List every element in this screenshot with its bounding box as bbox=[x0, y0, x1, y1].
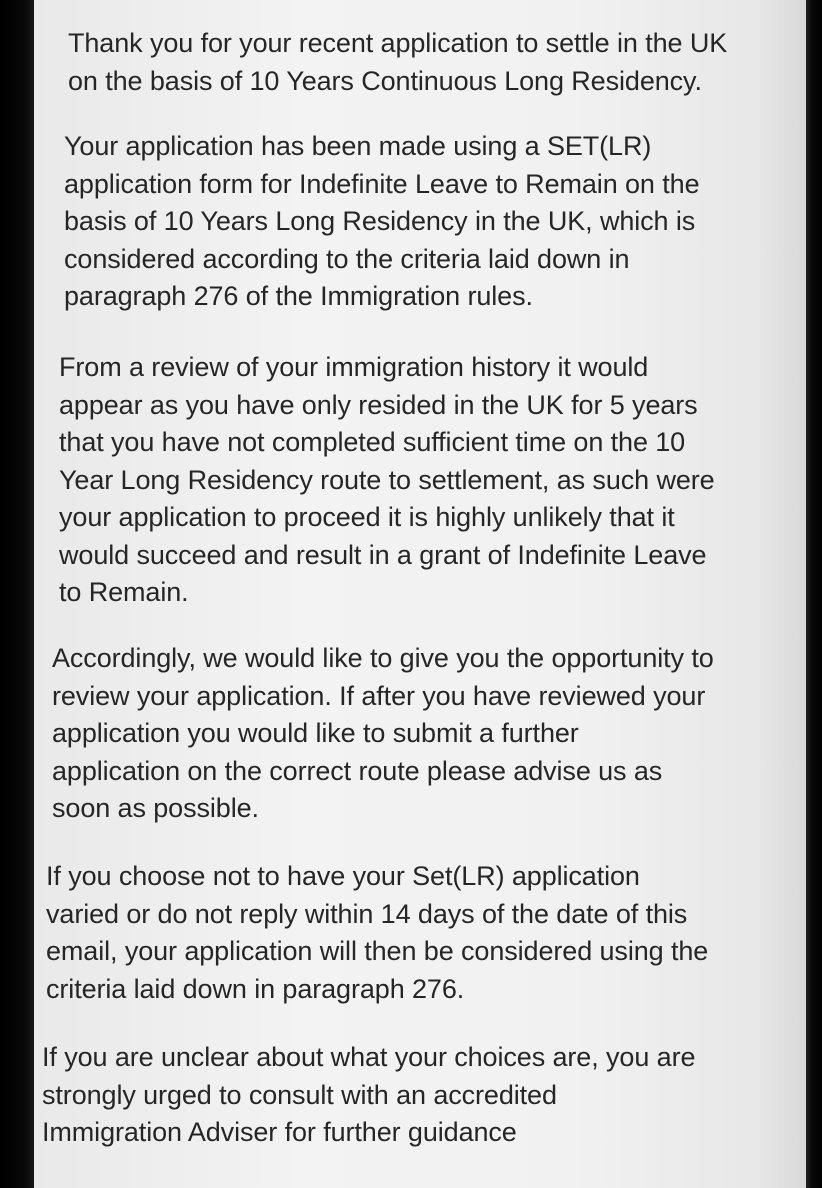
text-line: application form for Indefinite Leave to Remain on the bbox=[64, 168, 700, 199]
text-line: Your application has been made using a SET(LR) bbox=[64, 131, 652, 161]
text-line: Immigration Adviser for further guidance bbox=[42, 1117, 517, 1147]
text-line: review your application. If after you have reviewed your bbox=[52, 680, 706, 711]
text-line: to Remain. bbox=[59, 577, 189, 607]
text-line: appear as you have only resided in the UK for 5 years bbox=[59, 389, 698, 420]
email-body bbox=[34, 0, 806, 1188]
text-line: If you are unclear about what your choices are, you are bbox=[42, 1042, 696, 1072]
text-line: criteria laid down in paragraph 276. bbox=[46, 973, 465, 1004]
paragraph-guidance-advice bbox=[42, 1039, 695, 1152]
text-line: Year Long Residency route to settlement, as such were bbox=[59, 464, 715, 495]
text-line: strongly urged to consult with an accredited bbox=[42, 1079, 557, 1110]
text-line: From a review of your immigration history it would bbox=[59, 352, 649, 382]
left-bezel bbox=[0, 0, 34, 1188]
paragraph-immigration-history-review bbox=[59, 349, 715, 612]
right-bezel bbox=[806, 0, 822, 1188]
text-line: application on the correct route please advise us as bbox=[52, 755, 663, 786]
text-line: email, your application will then be considered using the bbox=[46, 936, 709, 966]
text-line: varied or do not reply within 14 days of the date of this bbox=[46, 898, 688, 929]
text-line: on the basis of 10 Years Continuous Long Residency. bbox=[68, 65, 702, 96]
paragraph-application-form bbox=[64, 128, 699, 316]
text-line: would succeed and result in a grant of Indefinite Leave bbox=[59, 539, 707, 570]
text-line: application you would like to submit a further bbox=[52, 718, 579, 748]
text-line: your application to proceed it is highly unlikely that it bbox=[59, 502, 675, 532]
text-line: If you choose not to have your Set(LR) application bbox=[46, 861, 640, 891]
text-line: considered according to the criteria laid down in bbox=[64, 243, 630, 274]
text-line: paragraph 276 of the Immigration rules. bbox=[64, 281, 533, 311]
text-line: Thank you for your recent application to settle in the UK bbox=[68, 28, 728, 58]
text-line: that you have not completed sufficient time on the 10 bbox=[59, 427, 686, 457]
text-line: basis of 10 Years Long Residency in the UK, which is bbox=[64, 206, 696, 236]
text-line: Accordingly, we would like to give you the opportunity to bbox=[52, 643, 714, 673]
text-line: soon as possible. bbox=[52, 793, 259, 823]
paragraph-application-acknowledgement bbox=[68, 25, 727, 100]
paragraph-review-opportunity bbox=[52, 640, 714, 828]
paragraph-reply-deadline bbox=[46, 858, 708, 1008]
